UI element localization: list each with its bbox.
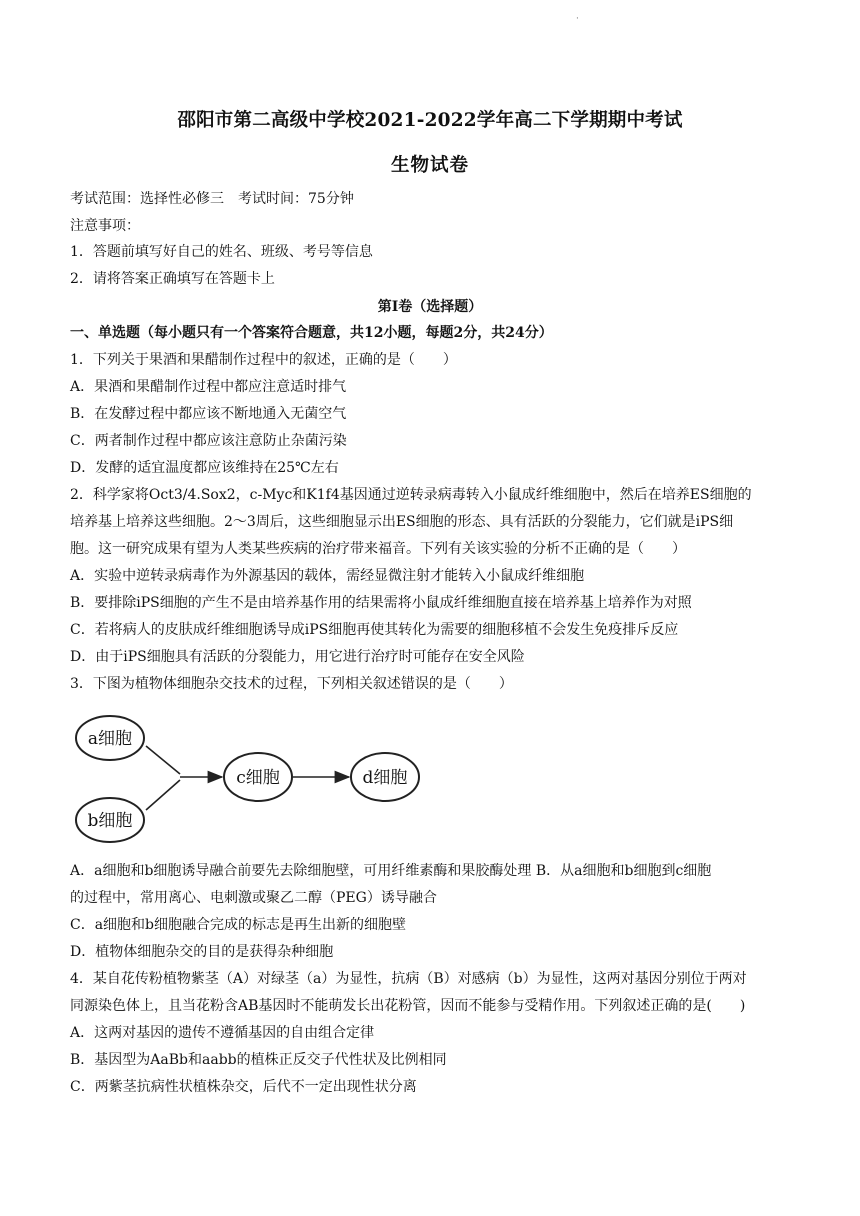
option-4a: A．这两对基因的遗传不遵循基因的自由组合定律 (70, 1025, 375, 1041)
option-3c: C．a细胞和b细胞融合完成的标志是再生出新的细胞壁 (70, 917, 407, 933)
option-2a: A．实验中逆转录病毒作为外源基因的载体，需经显微注射才能转入小鼠成纤维细胞 (70, 568, 585, 584)
option-1c: C．两者制作过程中都应该注意防止杂菌污染 (70, 433, 347, 449)
exam-subtitle: 生物试卷 (390, 155, 469, 176)
option-3a-cont: 的过程中，常用离心、电刺激或聚乙二醇（PEG）诱导融合 (70, 890, 437, 906)
node-d-label: d细胞 (362, 768, 408, 788)
section-title: 第Ⅰ卷（选择题） (377, 299, 483, 315)
edge-b-to-merge (146, 780, 180, 810)
edge-a-to-merge (146, 746, 180, 774)
exam-info: 考试范围：选择性必修三 考试时间：75分钟 (70, 191, 354, 207)
question-stem-2: 2．科学家将Oct3/4.Sox2，c-Myc和K1f4基因通过逆转录病毒转入小鼠成纤维细胞中，然后在培养ES细胞的 (70, 487, 752, 503)
notice-item: 1．答题前填写好自己的姓名、班级、考号等信息 (70, 244, 373, 260)
option-1b: B．在发酵过程中都应该不断地通入无菌空气 (70, 406, 347, 422)
question-stem-2: 培养基上培养这些细胞。2～3周后，这些细胞显示出ES细胞的形态、具有活跃的分裂能力，它们就是iPS细 (70, 514, 734, 530)
node-c-label: c细胞 (236, 768, 280, 788)
question-stem-2: 胞。这一研究成果有望为人类某些疾病的治疗带来福音。下列有关该实验的分析不正确的是（ ） (70, 541, 686, 557)
part-heading: 一、单选题（每小题只有一个答案符合题意，共12小题，每题2分，共24分） (70, 325, 553, 341)
question-stem-3: 3．下图为植物体细胞杂交技术的过程，下列相关叙述错误的是（ ） (70, 676, 513, 692)
option-2d: D．由于iPS细胞具有活跃的分裂能力，用它进行治疗时可能存在安全风险 (70, 649, 525, 665)
cell-hybridization-diagram (66, 704, 446, 856)
option-3a: A．a细胞和b细胞诱导融合前要先去除细胞壁，可用纤维素酶和果胶酶处理 B．从a细胞和b细胞到c细胞 (70, 863, 712, 879)
option-2c: C．若将病人的皮肤成纤维细胞诱导成iPS细胞再使其转化为需要的细胞移植不会发生免疫排斥反应 (70, 622, 679, 638)
option-1a: A．果酒和果醋制作过程中都应注意适时排气 (70, 379, 347, 395)
header-mark: · (576, 14, 579, 24)
node-a-label: a细胞 (87, 729, 133, 749)
question-stem-4: 4．某自花传粉植物紫茎（A）对绿茎（a）为显性，抗病（B）对感病（b）为显性，这两对基因分别位于两对 (70, 971, 747, 987)
question-stem-1: 1．下列关于果酒和果醋制作过程中的叙述，正确的是（ ） (70, 352, 457, 368)
option-3d: D．植物体细胞杂交的目的是获得杂种细胞 (70, 944, 334, 960)
option-2b: B．要排除iPS细胞的产生不是由培养基作用的结果需将小鼠成纤维细胞直接在培养基上培养作为对照 (70, 595, 692, 611)
option-4c: C．两紫茎抗病性状植株杂交，后代不一定出现性状分离 (70, 1079, 417, 1095)
option-4b: B．基因型为AaBb和aabb的植株正反交子代性状及比例相同 (70, 1052, 447, 1068)
notice-heading: 注意事项： (70, 218, 140, 234)
question-stem-4: 同源染色体上，且当花粉含AB基因时不能萌发长出花粉管，因而不能参与受精作用。下列叙述正确的是( ) (70, 998, 746, 1014)
option-1d: D．发酵的适宜温度都应该维持在25℃左右 (70, 460, 339, 476)
node-b-label: b细胞 (87, 811, 133, 831)
notice-item: 2．请将答案正确填写在答题卡上 (70, 271, 275, 287)
exam-title: 邵阳市第二高级中学校2021-2022学年高二下学期期中考试 (177, 110, 683, 131)
